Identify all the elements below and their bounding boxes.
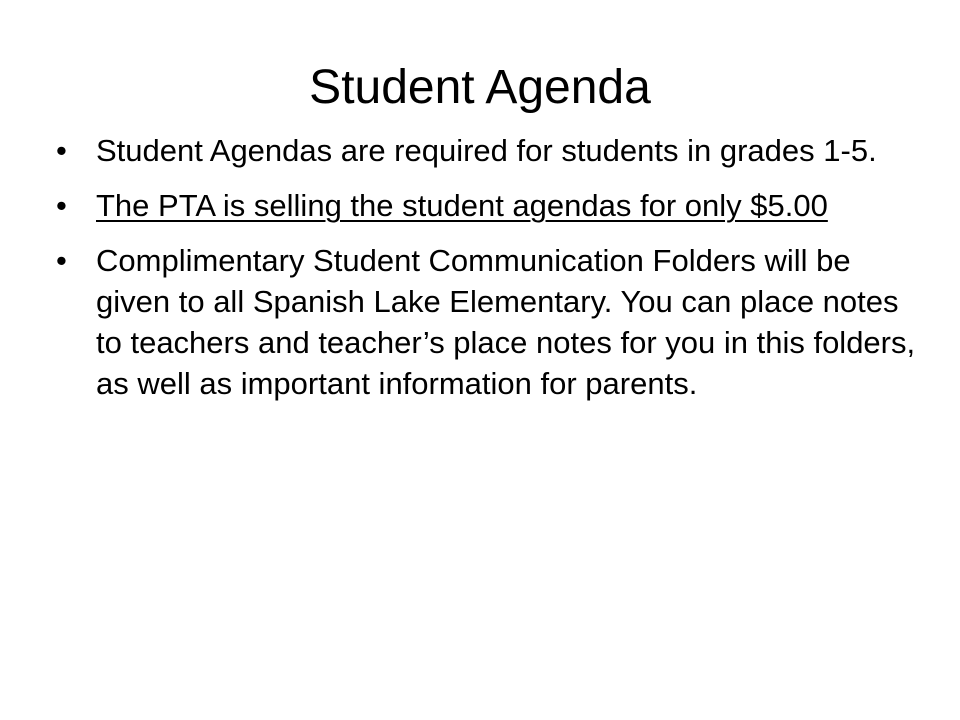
bullet-item-communication-folders	[56, 240, 916, 404]
bullet-text: Student Agendas are required for students in grades 1-5.	[96, 133, 877, 168]
bullet-icon: •	[56, 188, 67, 223]
bullet-list	[56, 130, 916, 418]
bullet-icon: •	[56, 243, 67, 278]
bullet-item-agendas-required	[56, 130, 916, 171]
slide-title: Student Agenda	[309, 61, 651, 114]
bullet-item-pta-price	[56, 185, 916, 226]
bullet-text-underlined: The PTA is selling the student agendas for only $5.00	[96, 188, 828, 223]
bullet-text: Complimentary Student Communication Folders will be given to all Spanish Lake Elementary. You can place notes to teachers and teacher’s place notes for you in this folders, as well as important information for parents.	[96, 243, 916, 401]
bullet-icon: •	[56, 133, 67, 168]
